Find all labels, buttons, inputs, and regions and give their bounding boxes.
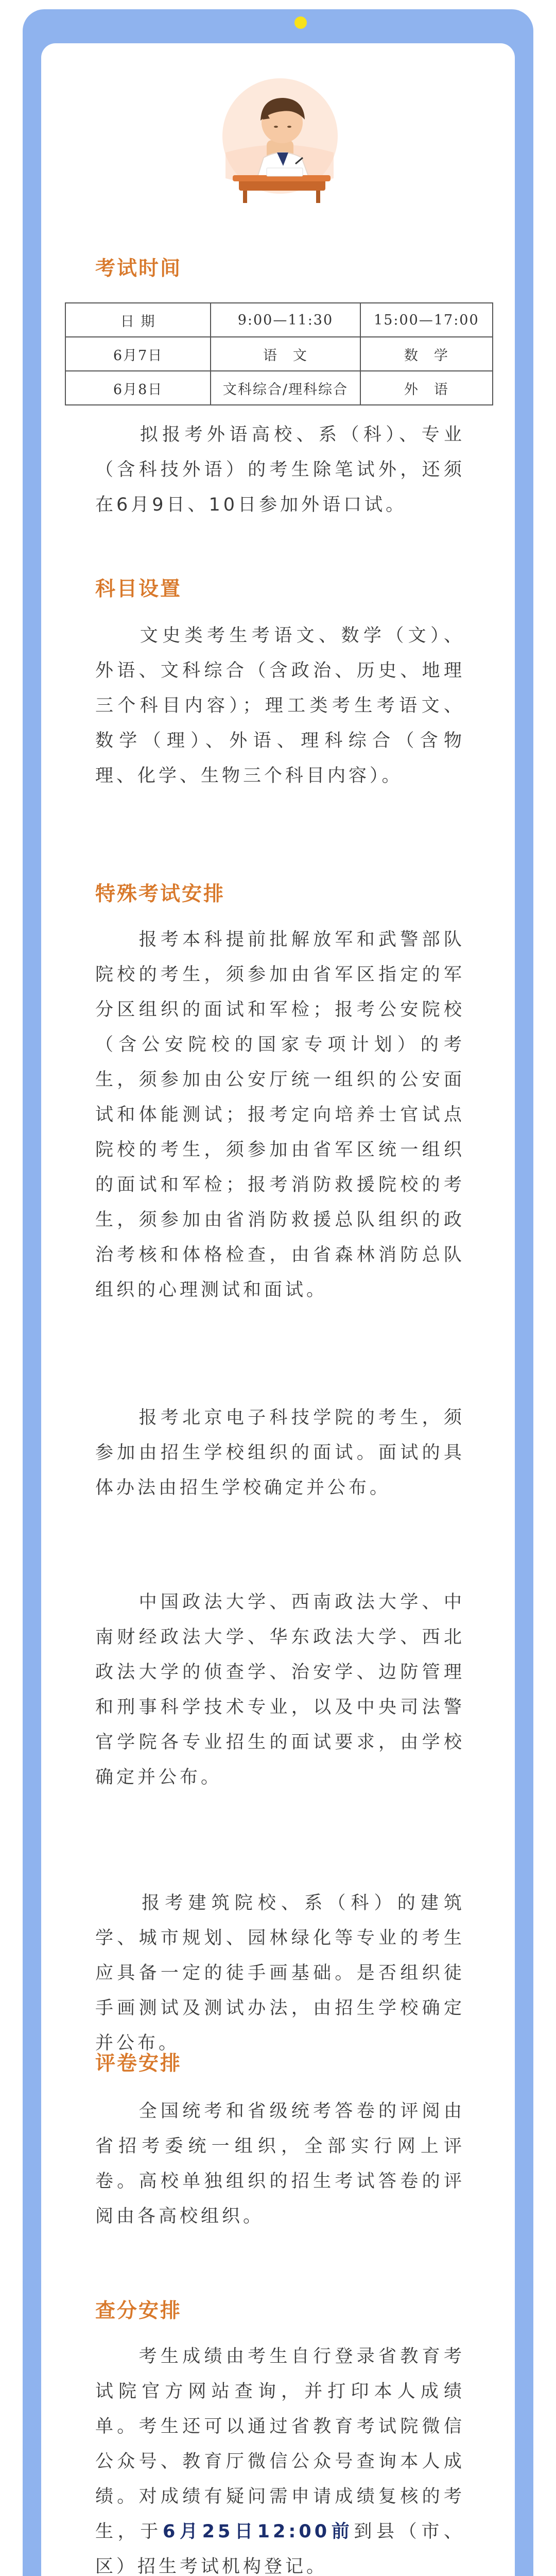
score-query-paragraph	[95, 2339, 465, 2576]
table-cell: 9:00—11:30	[211, 303, 360, 337]
table-cell: 文科综合/理科综合	[211, 371, 360, 405]
special-paragraph: 中国政法大学、西南政法大学、中南财经政法大学、华东政法大学、西北政法大学的侦查学、治安学、边防管理和刑事科学技术专业，以及中央司法警官学院各专业招生的面试要求，由学校确定并公布。	[95, 1592, 465, 1788]
special-paragraph: 报考北京电子科技学院的考生，须参加由招生学校组织的面试。面试的具体办法由招生学校确定并公布。	[95, 1408, 465, 1498]
grading-paragraph: 全国统考和省级统考答卷的评阅由省招考委统一组织，全部实行网上评卷。高校单独组织的招生考试答卷的评阅由各高校组织。	[95, 2101, 465, 2227]
score-text-before: 考生成绩由考生自行登录省教育考试院官方网站查询，并打印本人成绩单。考生还可以通过省教育考试院微信公众号、教育厅微信公众号查询本人成绩。对成绩有疑问需申请成绩复核的考生，于	[95, 2346, 465, 2542]
table-cell: 数 学	[360, 337, 493, 371]
table-row	[65, 303, 493, 337]
exam-time-heading: 考试时间	[95, 257, 182, 280]
special-arrangement-heading: 特殊考试安排	[95, 883, 225, 906]
table-cell: 6月7日	[65, 337, 211, 371]
table-cell: 15:00—17:00	[360, 303, 493, 337]
table-cell: 6月8日	[65, 371, 211, 405]
grading-heading: 评卷安排	[95, 2052, 182, 2075]
table-cell: 语 文	[211, 337, 360, 371]
table-row	[65, 371, 493, 405]
exam-schedule-table	[65, 302, 493, 405]
table-cell: 日 期	[65, 303, 211, 337]
subjects-heading: 科目设置	[95, 578, 182, 601]
special-paragraph: 报考建筑院校、系（科）的建筑学、城市规划、园林绿化等专业的考生应具备一定的徒手画基础。是否组织徒手画测试及测试办法，由招生学校确定并公布。	[95, 1893, 465, 2054]
subjects-paragraph: 文史类考生考语文、数学（文）、外语、文科综合（含政治、历史、地理三个科目内容）；理工类考生考语文、数学（理）、外语、理科综合（含物理、化学、生物三个科目内容）。	[95, 625, 465, 786]
score-deadline-highlight: 6月25日12:00前	[162, 2521, 354, 2542]
oral-exam-note: 拟报考外语高校、系（科）、专业（含科技外语）的考生除笔试外，还须在6月9日、10日参加外语口试。	[95, 425, 465, 515]
score-query-heading: 查分安排	[95, 2299, 182, 2323]
special-paragraph: 报考本科提前批解放军和武警部队院校的考生，须参加由省军区指定的军分区组织的面试和军检；报考公安院校（含公安院校的国家专项计划）的考生，须参加由公安厅统一组织的公安面试和体能测试；报考定向培养士官试点院校的考生，须参加由省军区统一组织的面试和军检；报考消防救援院校的考生，须参加由省消防救援总队组织的政治考核和体格检查，由省森林消防总队组织的心理测试和面试。	[95, 929, 465, 1300]
score-text-after: 到县（市、区）招生考试机构登记。	[95, 2521, 465, 2576]
table-row	[65, 337, 493, 371]
table-cell: 外 语	[360, 371, 493, 405]
content-card	[41, 43, 515, 2576]
frame-dot	[294, 16, 307, 29]
student-writing-illustration	[205, 75, 353, 205]
